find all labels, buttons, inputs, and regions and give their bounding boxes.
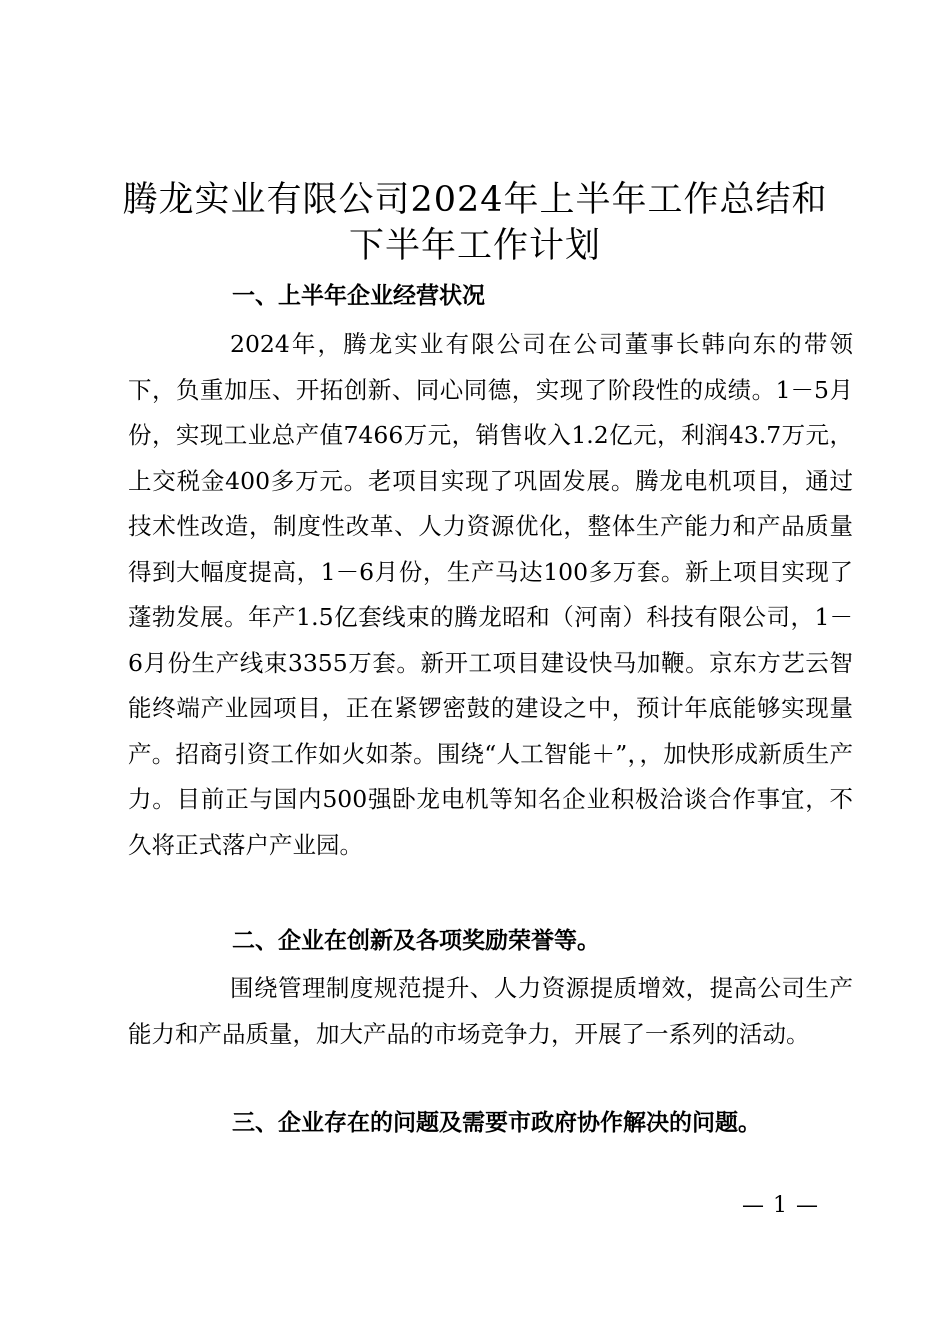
section-1-paragraph: 2024年，腾龙实业有限公司在公司董事长韩向东的带领下，负重加压、开拓创新、同心同德，实现了阶段性的成绩。1－5月份，实现工业总产值7466万元，销售收入1.2亿元，利润43.7万元，上交税金400多万元。老项目实现了巩固发展。腾龙电机项目，通过技术性改造，制度性改革、人力资源优化，整体生产能力和产品质量得到大幅度提高，1－6月份，生产马达100多万套。新上项目实现了蓬勃发展。年产1.5亿套线束的腾龙昭和（河南）科技有限公司，1－6月份生产线束3355万套。新开工项目建设快马加鞭。京东方艺云智能终端产业园项目，正在紧锣密鼓的建设之中，预计年底能够实现量产。招商引资工作如火如荼。围绕“人工智能＋”，，加快形成新质生产力。目前正与国内500强卧龙电机等知名企业积极洽谈合作事宜，不久将正式落户产业园。 [128,330,853,859]
document-title-line-2: 下半年工作计划 [348,226,601,266]
section-2-heading: 二、企业在创新及各项奖励荣誉等。 [232,928,600,954]
section-3-heading: 三、企业存在的问题及需要市政府协作解决的问题。 [232,1110,761,1136]
section-1-heading: 一、上半年企业经营状况 [232,283,485,309]
page-number: — 1 — [742,1193,819,1218]
document-title-line-1: 腾龙实业有限公司2024年上半年工作总结和 [122,180,828,220]
section-2-paragraph: 围绕管理制度规范提升、人力资源提质增效，提高公司生产能力和产品质量，加大产品的市场竞争力，开展了一系列的活动。 [128,974,853,1048]
